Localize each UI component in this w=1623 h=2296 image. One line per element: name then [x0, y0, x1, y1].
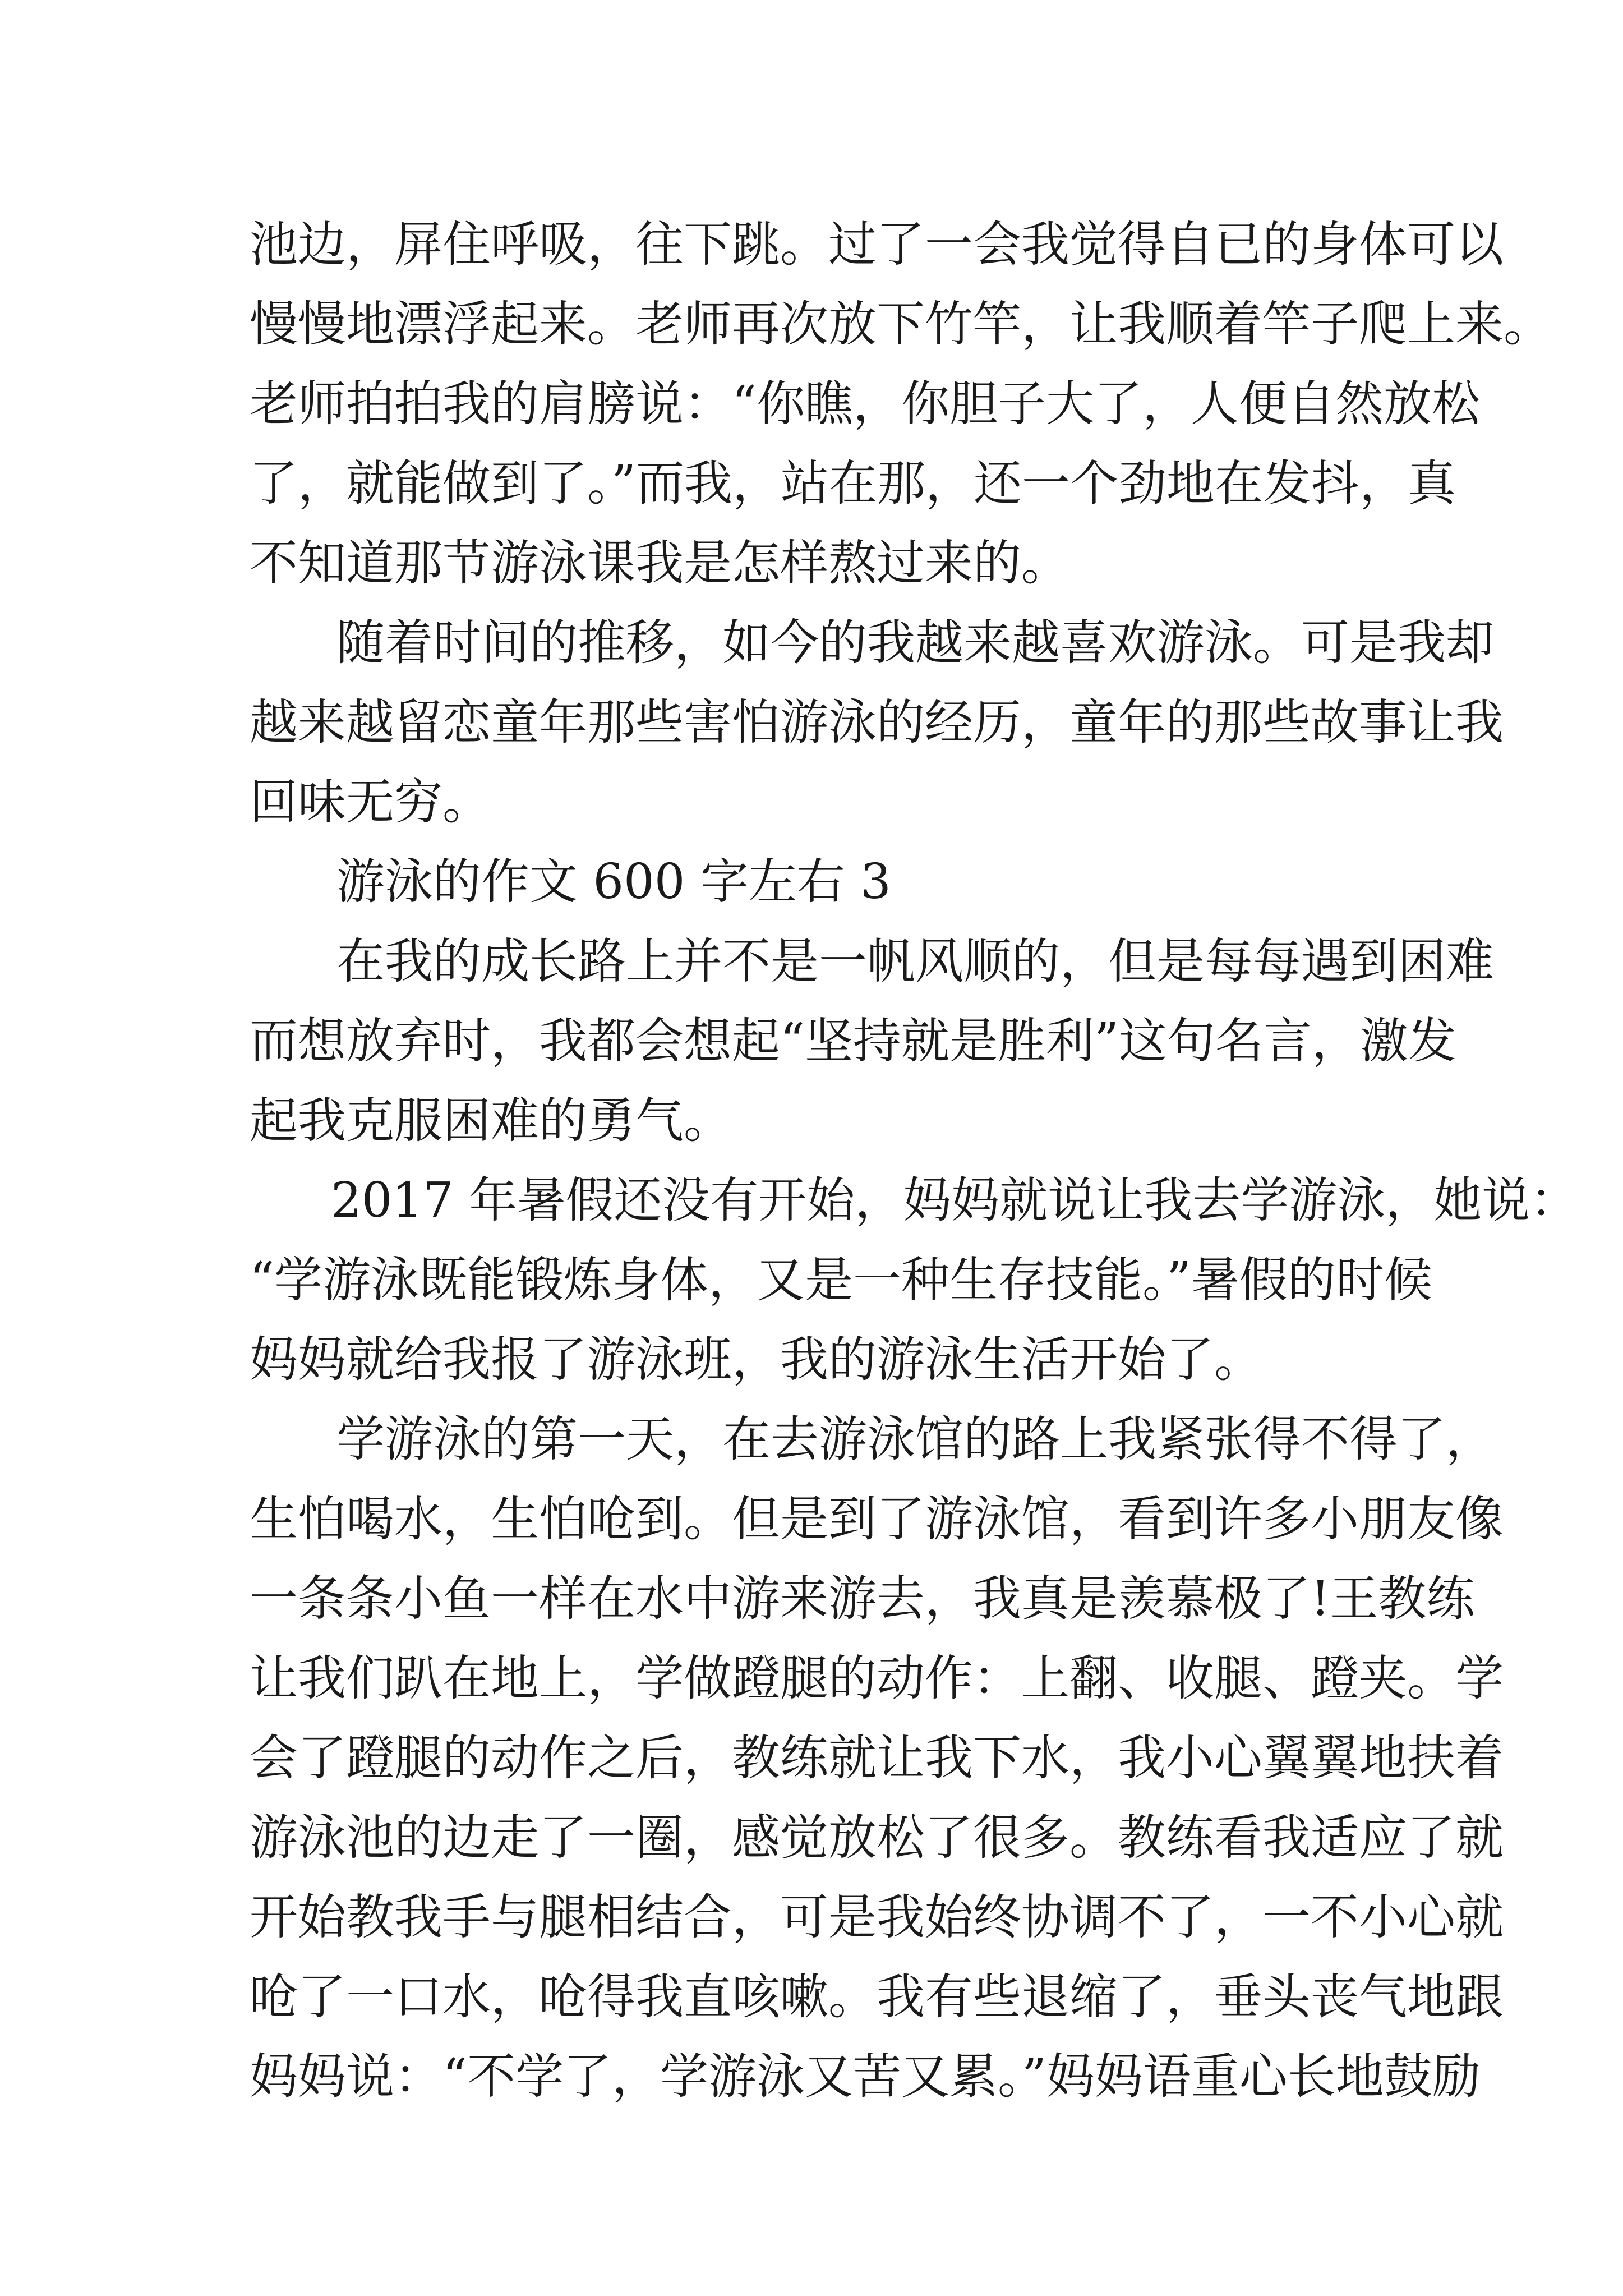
text-line-13: 2017 年暑假还没有开始，妈妈就说让我去学游泳，她说：: [331, 1172, 1579, 1228]
text-line-23: 呛了一口水，呛得我直咳嗽。我有些退缩了，垂头丧气地跟: [250, 1969, 1504, 2025]
text-line-18: 一条条小鱼一样在水中游来游去，我真是羡慕极了!王教练: [250, 1571, 1475, 1627]
text-line-12: 起我克服困难的勇气。: [250, 1093, 732, 1149]
text-line-11: 而想放弃时，我都会想起“坚持就是胜利”这句名言，激发: [250, 1013, 1456, 1069]
text-line-7: 越来越留恋童年那些害怕游泳的经历，童年的那些故事让我: [250, 694, 1504, 751]
section-heading: 游泳的作文 600 字左右 3: [336, 854, 891, 910]
text-line-5: 不知道那节游泳课我是怎样熬过来的。: [250, 535, 1069, 591]
text-line-16: 学游泳的第一天，在去游泳馆的路上我紧张得不得了，: [336, 1411, 1494, 1467]
text-line-14: “学游泳既能锻炼身体，又是一种生存技能。”暑假的时候: [250, 1252, 1432, 1308]
text-line-8: 回味无穷。: [250, 774, 491, 830]
text-line-15: 妈妈就给我报了游泳班，我的游泳生活开始了。: [250, 1332, 1262, 1388]
text-line-22: 开始教我手与腿相结合，可是我始终协调不了，一不小心就: [250, 1889, 1504, 1945]
text-line-21: 游泳池的边走了一圈，感觉放松了很多。教练看我适应了就: [250, 1810, 1504, 1866]
text-line-20: 会了蹬腿的动作之后，教练就让我下水，我小心翼翼地扶着: [250, 1730, 1504, 1786]
text-line-6: 随着时间的推移，如今的我越来越喜欢游泳。可是我却: [336, 615, 1494, 671]
text-line-1: 池边，屏住呼吸，往下跳。过了一会我觉得自已的身体可以: [250, 217, 1504, 273]
text-line-17: 生怕喝水，生怕呛到。但是到了游泳馆，看到许多小朋友像: [250, 1491, 1504, 1547]
text-line-10: 在我的成长路上并不是一帆风顺的，但是每每遇到困难: [336, 933, 1494, 990]
text-line-24: 妈妈说：“不学了，学游泳又苦又累。”妈妈语重心长地鼓励: [250, 2049, 1481, 2105]
text-line-3: 老师拍拍我的肩膀说：“你瞧，你胆子大了，人便自然放松: [250, 376, 1480, 432]
text-line-4: 了，就能做到了。”而我，站在那，还一个劲地在发抖，真: [250, 455, 1456, 512]
text-line-2: 慢慢地漂浮起来。老师再次放下竹竿，让我顺着竿子爬上来。: [250, 296, 1552, 352]
text-line-19: 让我们趴在地上，学做蹬腿的动作：上翻、收腿、蹬夹。学: [250, 1650, 1504, 1706]
